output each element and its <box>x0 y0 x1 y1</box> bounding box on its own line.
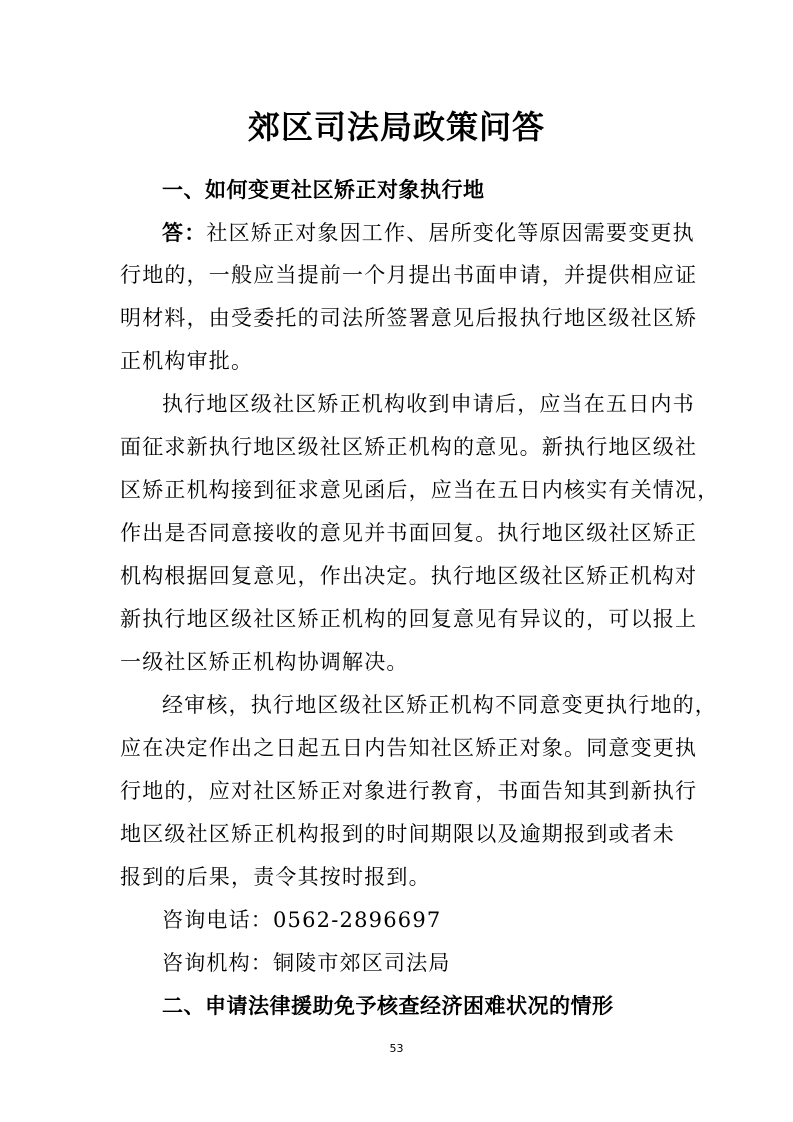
paragraph-line: 执行地区级社区矫正机构收到申请后，应当在五日内书 <box>162 392 695 416</box>
paragraph-line: 机构根据回复意见，作出决定。执行地区级社区矫正机构对 <box>120 564 698 588</box>
paragraph-line: 行地的，一般应当提前一个月提出书面申请，并提供相应证 <box>120 263 698 287</box>
paragraph-line: 行地的，应对社区矫正对象进行教育，书面告知其到新执行 <box>120 779 698 803</box>
paragraph-line: 明材料，由受委托的司法所签署意见后报执行地区级社区矫 <box>120 306 698 330</box>
section-1-heading: 一、如何变更社区矫正对象执行地 <box>162 178 485 202</box>
consult-agency: 咨询机构：铜陵市郊区司法局 <box>162 951 451 975</box>
paragraph-line: 区矫正机构接到征求意见函后，应当在五日内核实有关情况， <box>120 478 720 502</box>
answer-first-line <box>162 217 695 247</box>
paragraph-line: 经审核，执行地区级社区矫正机构不同意变更执行地的， <box>162 693 717 717</box>
paragraph-line: 正机构审批。 <box>120 349 254 373</box>
page-number: 53 <box>389 1042 404 1055</box>
page-title: 郊区司法局政策问答 <box>247 108 545 146</box>
paragraph-line: 面征求新执行地区级社区矫正机构的意见。新执行地区级社 <box>120 435 698 459</box>
consult-phone: 咨询电话：0562-2896697 <box>162 908 442 932</box>
paragraph-line: 地区级社区矫正机构报到的时间期限以及逾期报到或者未 <box>120 822 675 846</box>
paragraph-line: 应在决定作出之日起五日内告知社区矫正对象。同意变更执 <box>120 736 698 760</box>
answer-label: 答： <box>162 221 207 245</box>
paragraph-line: 作出是否同意接收的意见并书面回复。执行地区级社区矫正 <box>120 521 698 545</box>
paragraph-line: 一级社区矫正机构协调解决。 <box>120 650 409 674</box>
section-2-heading: 二、申请法律援助免予核查经济困难状况的情形 <box>162 994 614 1018</box>
paragraph-line: 报到的后果，责令其按时报到。 <box>120 865 431 889</box>
paragraph-line: 新执行地区级社区矫正机构的回复意见有异议的，可以报上 <box>120 607 698 631</box>
paragraph-line: 社区矫正对象因工作、居所变化等原因需要变更执 <box>206 221 695 245</box>
